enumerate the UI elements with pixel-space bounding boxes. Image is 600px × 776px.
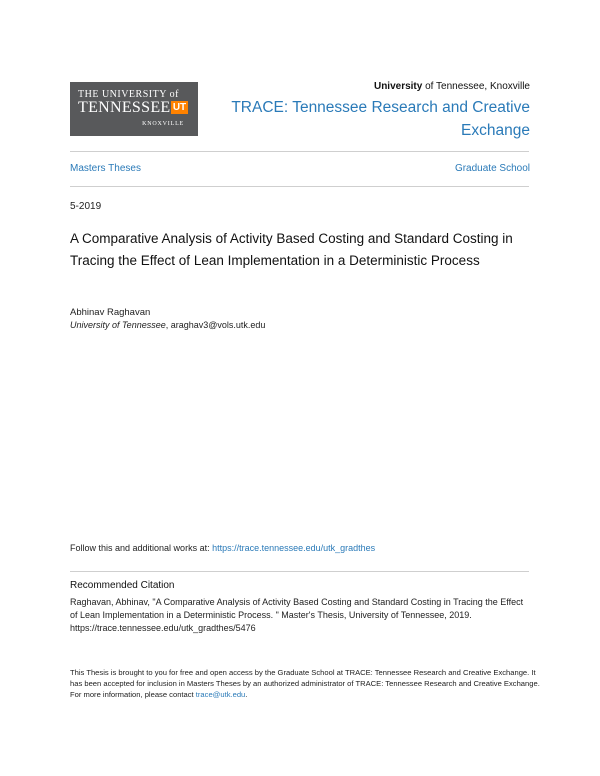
author-name: Abhinav Raghavan (70, 307, 151, 318)
citation-text: Raghavan, Abhinav, "A Comparative Analysis of Activity Based Costing and Standard Costing in Tracing the Effect of Lean Implementation in a Deterministic Process. " Master's Thesis, University of Tennessee, 2019. (70, 597, 524, 620)
affiliation-email: , araghav3@vols.utk.edu (165, 320, 266, 330)
institution-rest: of Tennessee, Knoxville (422, 81, 530, 92)
publication-date: 5-2019 (70, 201, 102, 212)
logo-line-3: KNOXVILLE (142, 121, 184, 127)
follow-link[interactable]: https://trace.tennessee.edu/utk_gradthes (212, 543, 376, 553)
contact-email-link[interactable]: trace@utk.edu (195, 690, 246, 699)
institution-name (374, 81, 530, 92)
ut-mark-icon: UT (172, 102, 187, 113)
citation-divider (70, 571, 529, 572)
citation-block (70, 596, 530, 635)
follow-line (70, 543, 375, 553)
affiliation-institution: University of Tennessee (70, 320, 166, 330)
access-notice (70, 667, 540, 700)
university-logo[interactable] (70, 82, 198, 136)
follow-text: Follow this and additional works at: (70, 543, 213, 553)
logo-line-2: TENNESSEE (78, 99, 171, 116)
author-affiliation (70, 320, 265, 330)
header-divider (70, 151, 529, 152)
citation-heading: Recommended Citation (70, 580, 175, 591)
notice-text: This Thesis is brought to you for free and open access by the Graduate School at TRACE: Tennessee Research and Creative Exchange. It has been accepted for inclusion in Masters Theses by an authorized administrator of TRACE: Tennessee Research and Creative Exchange. For more information, please contact (70, 668, 540, 699)
notice-end: . (245, 690, 248, 699)
citation-url[interactable]: https://trace.tennessee.edu/utk_gradthes/5476 (70, 623, 256, 633)
document-title: A Comparative Analysis of Activity Based Costing and Standard Costing in Tracing the Effect of Lean Implementation in a Deterministic Process (70, 231, 513, 268)
links-divider (70, 186, 529, 187)
department-link[interactable]: Graduate School (454, 163, 530, 174)
collection-link[interactable]: Masters Theses (70, 163, 141, 174)
repository-link[interactable]: TRACE: Tennessee Research and Creative Exchange (231, 99, 530, 139)
logo-line-1: THE UNIVERSITY of (78, 89, 179, 100)
institution-bold: University (373, 81, 423, 92)
